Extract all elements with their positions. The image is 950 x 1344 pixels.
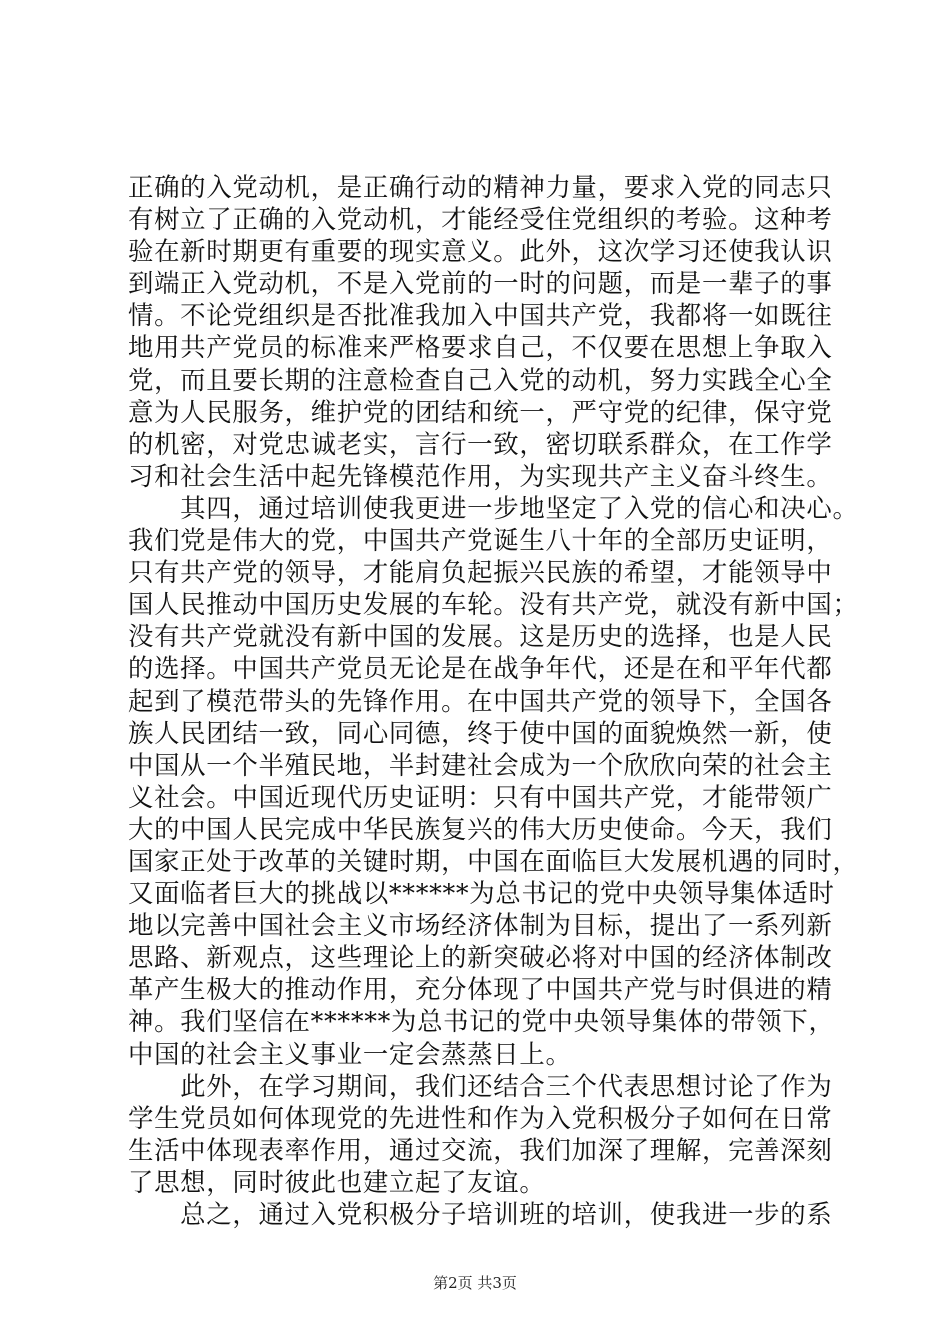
text-line: 党，而且要长期的注意检查自己入党的动机，努力实践全心全 xyxy=(128,364,833,395)
text-line: 生活中体现表率作用，通过交流，我们加深了理解，完善深刻 xyxy=(128,1134,833,1165)
text-line: 的选择。中国共产党员无论是在战争年代，还是在和平年代都 xyxy=(128,653,833,684)
text-line: 中国从一个半殖民地，半封建社会成为一个欣欣向荣的社会主 xyxy=(128,749,833,780)
text-line: 此外，在学习期间，我们还结合三个代表思想讨论了作为 xyxy=(128,1070,833,1101)
text-line: 只有共产党的领导，才能肩负起振兴民族的希望，才能领导中 xyxy=(128,557,833,588)
text-line: 国家正处于改革的关键时期，中国在面临巨大发展机遇的同时， xyxy=(128,845,859,876)
text-line: 没有共产党就没有新中国的发展。这是历史的选择，也是人民 xyxy=(128,621,833,652)
text-line: 中国的社会主义事业一定会蒸蒸日上。 xyxy=(128,1038,572,1069)
text-line: 族人民团结一致，同心同德，终于使中国的面貌焕然一新，使 xyxy=(128,717,833,748)
text-line: 革产生极大的推动作用，充分体现了中国共产党与时俱进的精 xyxy=(128,974,833,1005)
text-line: 习和社会生活中起先锋模范作用，为实现共产主义奋斗终生。 xyxy=(128,460,833,491)
text-line: 又面临者巨大的挑战以******为总书记的党中央领导集体适时 xyxy=(128,878,835,909)
text-line: 了思想，同时彼此也建立起了友谊。 xyxy=(128,1166,546,1197)
document-body xyxy=(128,171,859,1230)
text-line: 思路、新观点，这些理论上的新突破必将对中国的经济体制改 xyxy=(128,942,833,973)
text-line: 义社会。中国近现代历史证明：只有中国共产党，才能带领广 xyxy=(128,781,833,812)
text-line: 总之，通过入党积极分子培训班的培训，使我进一步的系 xyxy=(128,1199,833,1229)
text-line: 我们党是伟大的党，中国共产党诞生八十年的全部历史证明， xyxy=(128,525,833,556)
text-line: 神。我们坚信在******为总书记的党中央领导集体的带领下， xyxy=(128,1006,835,1037)
text-line: 起到了模范带头的先锋作用。在中国共产党的领导下，全国各 xyxy=(128,685,833,716)
text-line: 地用共产党员的标准来严格要求自己，不仅要在思想上争取入 xyxy=(128,332,833,363)
text-line: 情。不论党组织是否批准我加入中国共产党，我都将一如既往 xyxy=(128,300,833,331)
text-line: 到端正入党动机，不是入党前的一时的问题，而是一辈子的事 xyxy=(128,268,833,299)
text-line: 验在新时期更有重要的现实意义。此外，这次学习还使我认识 xyxy=(128,236,833,267)
text-line: 地以完善中国社会主义市场经济体制为目标，提出了一系列新 xyxy=(128,910,833,941)
text-line: 其四，通过培训使我更进一步地坚定了入党的信心和决心。 xyxy=(128,492,859,523)
text-line: 大的中国人民完成中华民族复兴的伟大历史使命。今天，我们 xyxy=(128,813,833,844)
text-line: 有树立了正确的入党动机，才能经受住党组织的考验。这种考 xyxy=(128,204,833,235)
text-line: 的机密，对党忠诚老实，言行一致，密切联系群众，在工作学 xyxy=(128,428,833,459)
page-footer: 第2页 共3页 xyxy=(433,1274,517,1292)
text-line: 学生党员如何体现党的先进性和作为入党积极分子如何在日常 xyxy=(128,1102,833,1133)
text-line: 国人民推动中国历史发展的车轮。没有共产党，就没有新中国； xyxy=(128,589,859,620)
text-line: 正确的入党动机，是正确行动的精神力量，要求入党的同志只 xyxy=(128,172,833,202)
text-line: 意为人民服务，维护党的团结和统一，严守党的纪律，保守党 xyxy=(128,396,833,427)
